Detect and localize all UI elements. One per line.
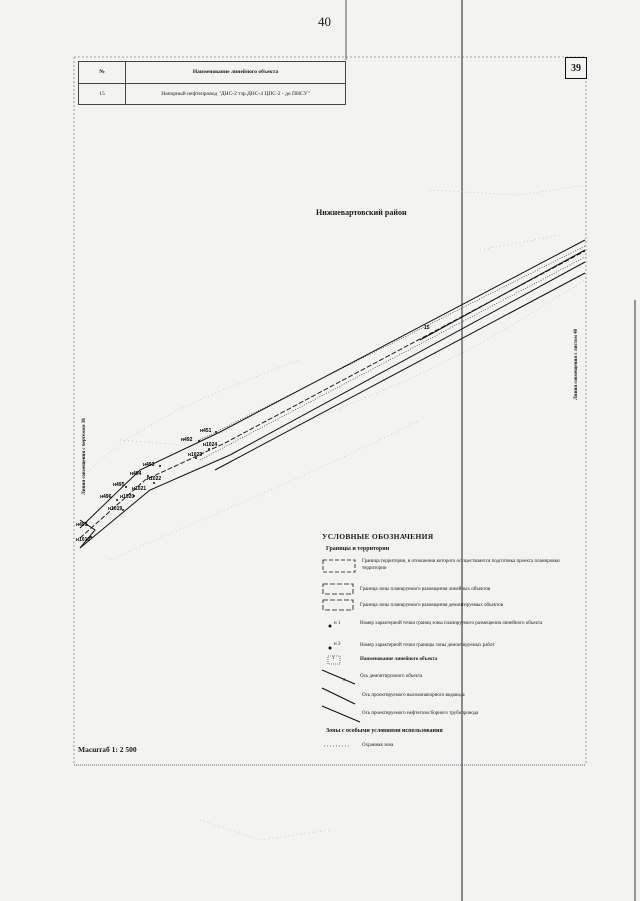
table-row (79, 83, 346, 105)
point-label-n495: н495 (113, 482, 125, 488)
point-label-n1018: н1018 (76, 537, 91, 543)
point-label-n493: н493 (143, 462, 155, 468)
table-cell-name: Напорный нефтепровод "ДНС-2 тзр.ДНС-4 ЦПС-2 - до ПНСУ" (126, 83, 346, 105)
point-label-n1024: н1024 (203, 442, 218, 448)
page-number: 40 (318, 14, 331, 29)
point-label-n1019: н1019 (108, 506, 123, 512)
corridor-outer-bottom (80, 262, 585, 548)
sheet-number-badge: 39 (565, 57, 587, 79)
legend-marker-n3: н 3 (334, 642, 341, 647)
point-label-n1021: н1021 (132, 486, 147, 492)
corridor-boundaries (80, 240, 585, 548)
legend-marker-n1: н 1 (334, 621, 341, 626)
legend-section-boundaries: Границы и территории (326, 546, 390, 552)
point-marks (86, 431, 217, 538)
point-label-n497: н497 (76, 522, 88, 528)
region-label: Нижневартовский район (316, 208, 407, 217)
legend-item-planning-territory: Граница территории, в отношении которого осуществляется подготовка проекта планировки территории (362, 559, 560, 571)
legend-item-dismantle-axis: Ось демонтируемого объекта (360, 674, 423, 679)
outer-upper-line (420, 250, 585, 340)
table-cell-number: 15 (79, 83, 126, 105)
legend-item-dismantle-zone: Граница зоны планируемого размещения демонтируемых объектов (360, 603, 504, 608)
point-label-n1023: н1023 (188, 452, 203, 458)
legend-item-protection-zone: Охранная зона (362, 743, 394, 748)
point-label-n496: н496 (100, 494, 112, 500)
right-match-line-label: Линия совмещения с листом 40 (574, 328, 579, 400)
table-header-name: Наименование линейного объекта (126, 62, 346, 84)
legend-marker-object: 1 (332, 656, 335, 661)
outer-long-line (215, 273, 585, 470)
legend-title: УСЛОВНЫЕ ОБОЗНАЧЕНИЯ (322, 532, 434, 541)
point-label-n494: н494 (130, 471, 142, 477)
scale-label: Масштаб 1: 2 500 (78, 745, 137, 754)
waterline-axis (200, 246, 585, 440)
left-match-line-label: Линия совмещения с чертежом 38 (82, 418, 87, 495)
legend-item-water-axis: Ось проектируемого высоконапорного водовода (362, 693, 465, 698)
table-header-number: № (79, 62, 126, 84)
linear-object-table (78, 61, 346, 105)
legend-item-pipeline-axis: Ось проектируемого нефтегазосборного трубопровода (362, 711, 479, 716)
point-label-n451: н451 (200, 428, 212, 434)
legend-item-dismantle-point: Номер характерной точки границы зоны демонтируемых работ (360, 643, 495, 648)
point-label-n492: н492 (181, 437, 193, 443)
corridor-outer-top (80, 240, 585, 528)
svg-text:×: × (342, 676, 346, 684)
legend-item-object-name: Наименование линейного объекта (360, 657, 438, 662)
legend (320, 532, 582, 764)
pipeline-axis (80, 251, 585, 538)
legend-section-zones: Зоны с особыми условиями использования (326, 728, 443, 734)
legend-item-point-number: Номер характерной точки границ зоны планируемого размещения линейного объекта (360, 621, 543, 626)
legend-item-linear-zone: Граница зоны планируемого размещения линейных объектов (360, 587, 491, 592)
table-header-row (79, 62, 346, 84)
object-number-label: 15 (424, 325, 430, 331)
point-label-n1022: н1022 (147, 476, 162, 482)
corridor-inner-bottom (200, 257, 585, 460)
point-label-n1020: н1020 (120, 494, 135, 500)
